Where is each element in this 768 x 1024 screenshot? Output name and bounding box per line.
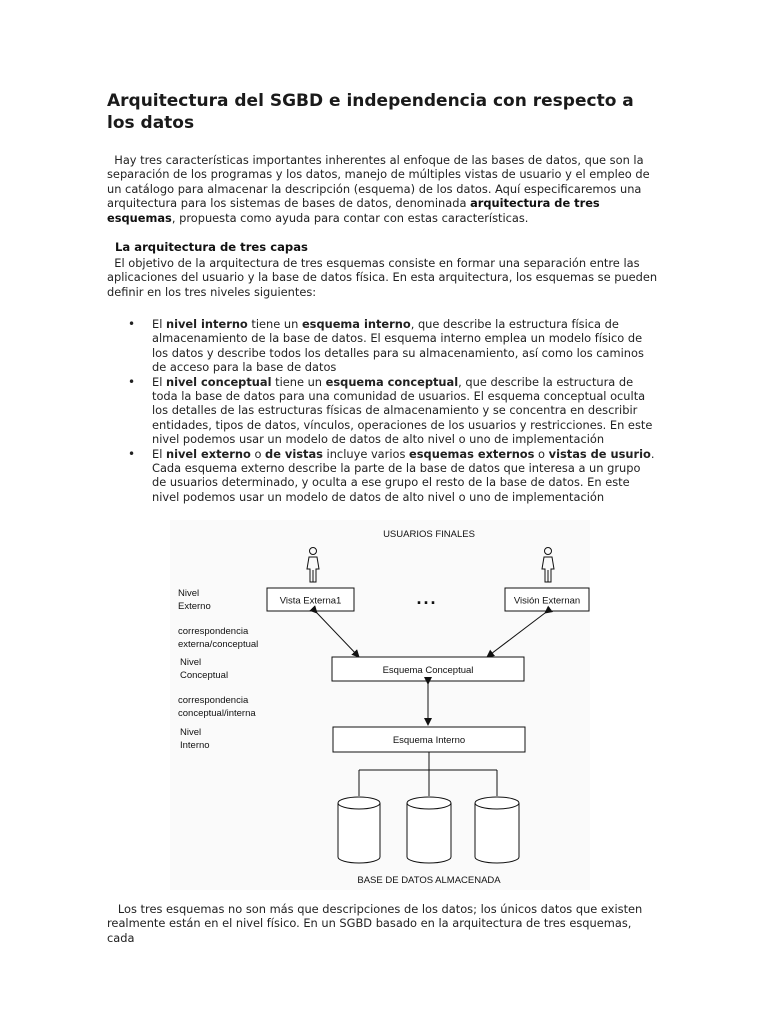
list-item-nivel-conceptual xyxy=(152,375,657,447)
diagram-top-label: USUARIOS FINALES xyxy=(383,529,475,540)
label-nivel-conceptual-2: Conceptual xyxy=(180,670,229,681)
list-item-nivel-externo xyxy=(152,447,657,505)
label-map-conc-int-1: correspondencia xyxy=(178,695,249,706)
levels-list xyxy=(152,317,657,504)
section-paragraph xyxy=(107,256,662,299)
database-cylinder-2-icon xyxy=(407,797,451,863)
bold-term: vistas de usurio xyxy=(548,446,651,461)
text: , que describe la estructura de toda la base de datos para una comunidad de usuarios. El esquema conceptual oculta los detalles de las estructuras físicas de almacenamiento y se concentra en describir entidades, tipos de datos, vínculos, operaciones de los usuarios y restricciones. En este nivel podemos usar un modelo de datos de alto nivel o uno de implementación xyxy=(152,374,653,447)
database-cylinder-3-icon xyxy=(475,797,519,863)
box-esquema-conceptual-label: Esquema Conceptual xyxy=(382,665,474,676)
list-item-nivel-interno xyxy=(152,317,657,375)
closing-text: Los tres esquemas no son más que descripciones de los datos; los únicos datos que existen realmente están en el nivel físico. En un SGBD basado en la arquitectura de tres esquemas, cada xyxy=(107,902,643,945)
text: . Cada esquema externo describe la parte de la base de datos que interesa a un grupo de usuarios determinado, y oculta a ese grupo el resto de la base de datos. En este nivel podemos usar un modelo de datos de alto nivel o uno de implementación xyxy=(152,446,655,504)
bold-term: esquema conceptual xyxy=(325,374,459,389)
label-nivel-interno-1: Nivel xyxy=(180,727,202,738)
text: , que describe la estructura física de almacenamiento de la base de datos. El esquema interno emplea un modelo físico de los datos y describe todos los detalles para su almacenamiento, así como los caminos de acceso para la base de datos xyxy=(152,317,644,375)
text: El xyxy=(152,317,166,331)
box-esquema-interno-label: Esquema Interno xyxy=(392,735,466,746)
text: El xyxy=(152,446,166,461)
label-nivel-externo-2: Externo xyxy=(178,601,211,612)
text: El xyxy=(152,374,166,389)
section-text: El objetivo de la arquitectura de tres esquemas consiste en formar una separación entre las aplicaciones del usuario y la base de datos física. En esta arquitectura, los esquemas se pueden definir en los tres niveles siguientes: xyxy=(107,256,658,299)
text: o xyxy=(534,446,549,461)
text: incluye varios xyxy=(322,446,410,461)
box-vista-externa-1-label: Vista Externa1 xyxy=(279,595,342,607)
bold-term: nivel interno xyxy=(165,317,248,331)
section-heading: La arquitectura de tres capas xyxy=(115,240,308,254)
label-map-ext-conc-2: externa/conceptual xyxy=(178,639,259,650)
label-map-conc-int-2: conceptual/interna xyxy=(178,708,256,719)
diagram-bottom-label: BASE DE DATOS ALMACENADA xyxy=(357,875,501,886)
text: tiene un xyxy=(271,374,326,389)
text: o xyxy=(250,446,266,461)
intro-paragraph xyxy=(107,153,662,225)
ellipsis: ... xyxy=(416,588,438,608)
label-nivel-externo-1: Nivel xyxy=(178,588,200,599)
bold-term: nivel externo xyxy=(165,446,251,461)
closing-paragraph xyxy=(107,902,662,945)
bold-term: de vistas xyxy=(265,446,323,461)
text: tiene un xyxy=(247,317,302,331)
label-nivel-interno-2: Interno xyxy=(180,740,210,751)
bold-term: nivel conceptual xyxy=(165,374,272,389)
label-map-ext-conc-1: correspondencia xyxy=(178,626,249,637)
bold-term: esquemas externos xyxy=(409,446,535,461)
intro-text-2: , propuesta como ayuda para contar con estas características. xyxy=(171,210,529,225)
database-cylinder-1-icon xyxy=(338,797,380,863)
label-nivel-conceptual-1: Nivel xyxy=(180,657,202,668)
intro-text-1: Hay tres características importantes inherentes al enfoque de las bases de datos, que son la separación de los programas y los datos, manejo de múltiples vistas de usuario y el empleo de un catálogo para almacenar la descripción (esquema) de los datos. Aquí especificaremos una arquitectura para los sistemas de bases de datos, denominada xyxy=(107,153,650,211)
page-title: Arquitectura del SGBD e independencia con respecto a los datos xyxy=(107,91,634,133)
bold-term: esquema interno xyxy=(301,317,411,331)
intro-bold-term: arquitectura de tres esquemas xyxy=(107,196,600,225)
three-schema-diagram xyxy=(170,520,590,890)
box-vision-externa-n-label: Visión Externan xyxy=(513,595,581,607)
